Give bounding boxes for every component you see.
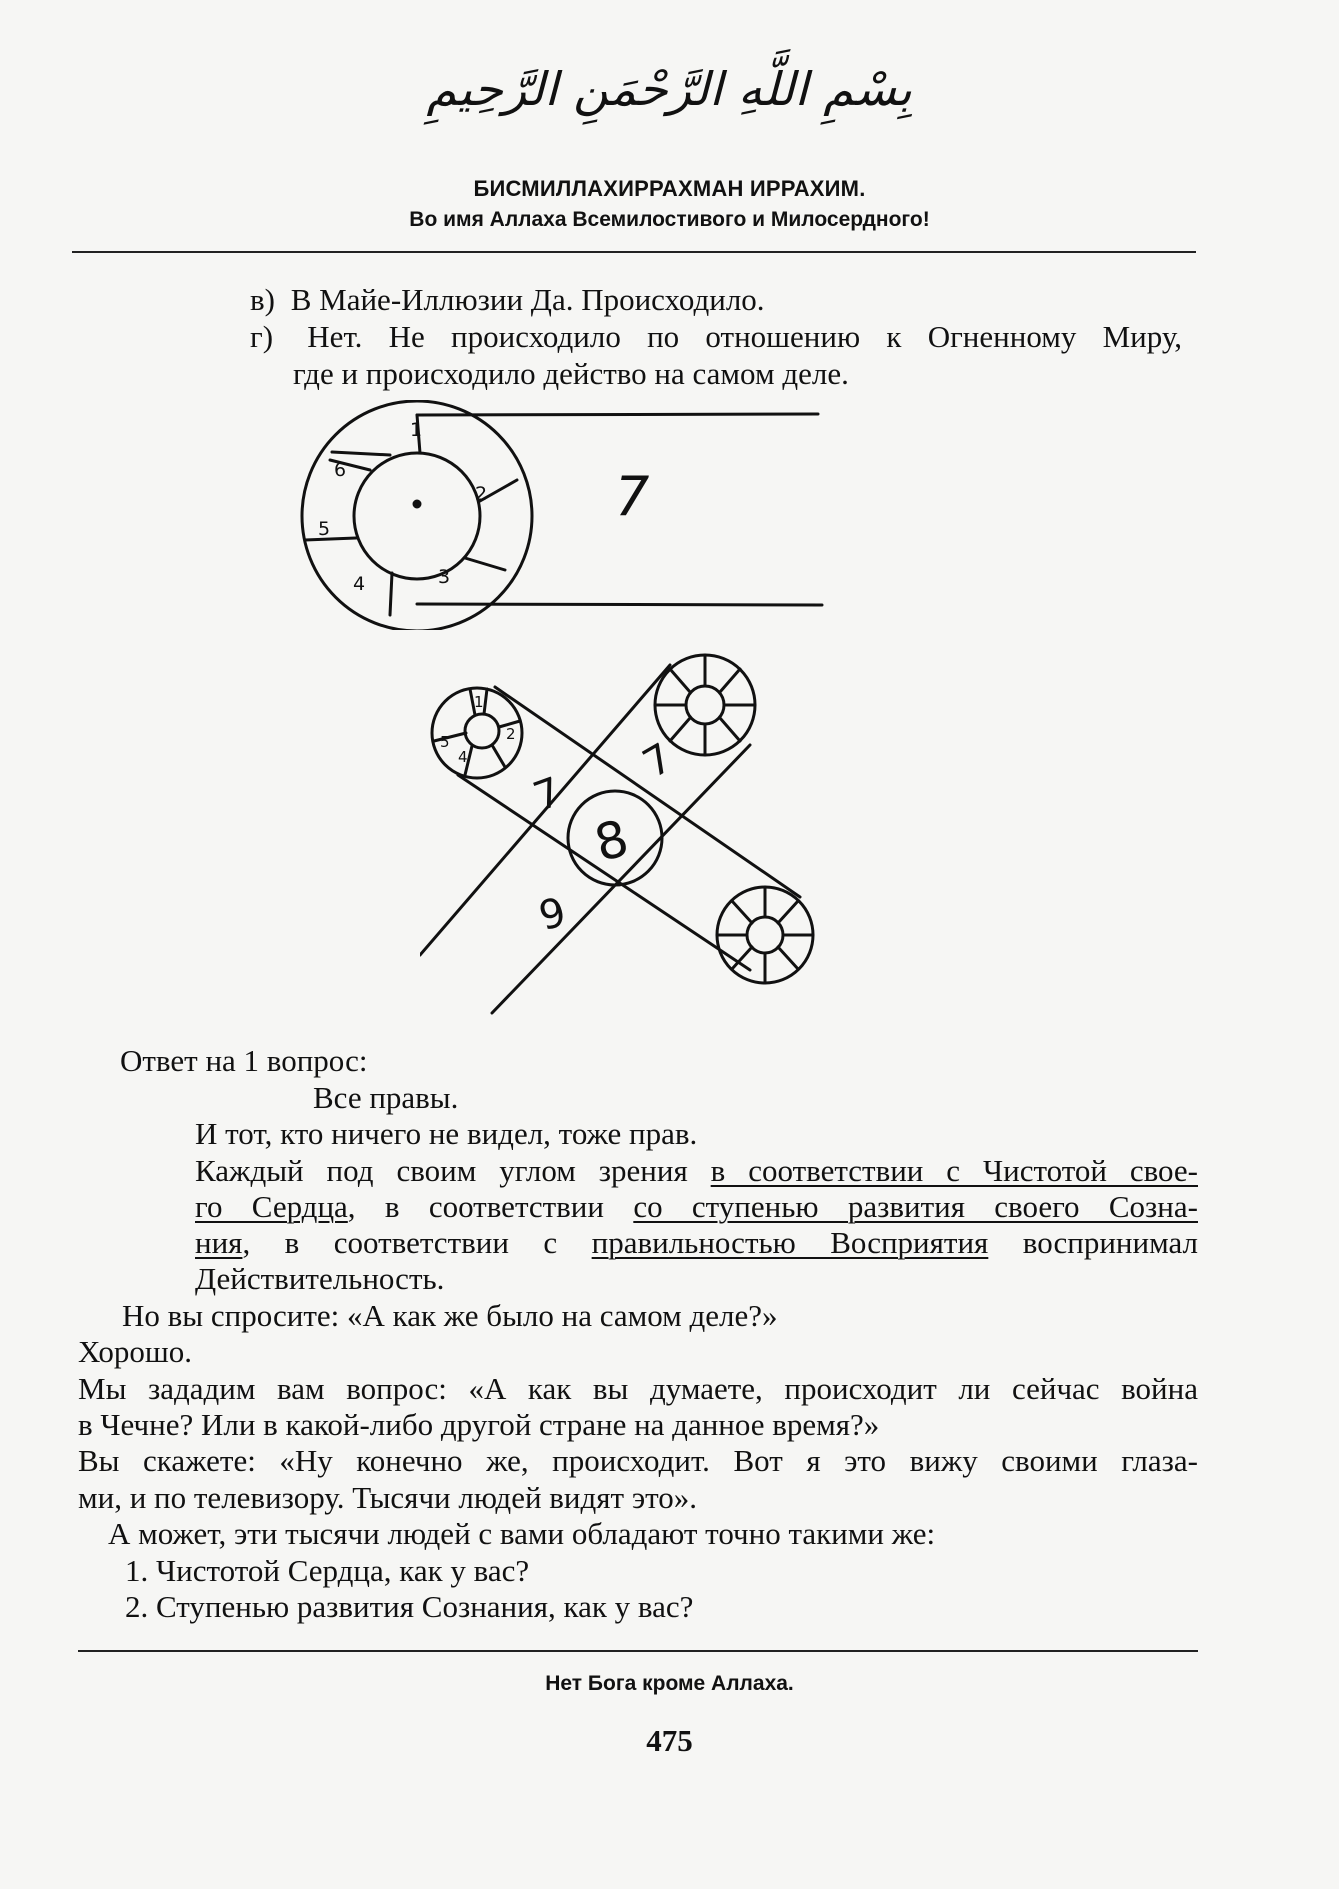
left-wheel-label-2: 2 (506, 725, 516, 743)
segment-label-5: 5 (318, 518, 331, 540)
maybe-line: А может, эти тысячи людей с вами обладают точно такими же: (108, 1516, 936, 1551)
calligraphy-text: بِسْمِ اللَّهِ الرَّحْمَنِ الرَّحِيمِ (426, 62, 913, 116)
footer-text: Нет Бога кроме Аллаха. (545, 1672, 794, 1695)
text-span: Каждый под своим углом зрения (195, 1153, 711, 1188)
answer-title: Ответ на 1 вопрос: (120, 1043, 368, 1078)
question-line-2: в Чечне? Или в какой-либо другой стране на данное время?» (78, 1407, 880, 1442)
list-item-g (250, 318, 1182, 355)
paragraph-line-3 (195, 1224, 1198, 1261)
label-7-left: 7 (527, 768, 568, 821)
page-number: 475 (646, 1723, 693, 1758)
segment-label-4: 4 (353, 573, 366, 595)
inner-circle (354, 453, 480, 579)
list-text: Нет. Не происходило по отношению к Огненному Миру, (307, 319, 1182, 354)
header-title: БИСМИЛЛАХИРРАХМАН ИРРАХИМ. (473, 176, 866, 201)
and-who-line: И тот, кто ничего не видел, тоже прав. (195, 1116, 698, 1151)
label-7-right: 7 (635, 734, 681, 788)
label-8: 8 (588, 808, 635, 874)
list-text: где и происходило действо на самом деле. (293, 356, 849, 391)
top-right-wheel (655, 655, 755, 755)
say-line-2: ми, и по телевизору. Тысячи людей видят это». (78, 1480, 698, 1515)
list-item-v (250, 281, 765, 318)
diagram-wheel-band (290, 400, 840, 630)
list-item-g-cont (293, 355, 849, 392)
paragraph-line-4: Действительность. (195, 1261, 445, 1296)
left-wheel-label-5: 5 (440, 733, 450, 751)
text-span: воспринимал (988, 1225, 1199, 1260)
underlined-phrase: в соответствии с Чистотой свое- (710, 1153, 1198, 1188)
good-line: Хорошо. (78, 1334, 193, 1369)
header-rule (72, 251, 1196, 253)
left-wheel-label-4: 4 (458, 748, 468, 766)
segment-label-2: 2 (475, 483, 488, 505)
ring-dividers (305, 415, 517, 615)
numbered-item-1: 1. Чистотой Сердца, как у вас? (125, 1553, 530, 1588)
underlined-phrase: правильностью Восприятия (591, 1225, 989, 1260)
band-top-line (417, 414, 818, 415)
underlined-phrase: со ступенью развития своего Созна- (633, 1189, 1198, 1224)
text-span: , в соответствии (347, 1189, 634, 1224)
list-text: В Майе-Иллюзии Да. Происходило. (290, 282, 765, 317)
segment-label-3: 3 (438, 566, 451, 588)
segment-label-6: 6 (334, 459, 347, 481)
list-marker: г) (250, 319, 274, 354)
numbered-item-2: 2. Ступенью развития Сознания, как у вас? (125, 1589, 694, 1624)
list-marker: в) (250, 282, 275, 317)
paragraph-line-2 (195, 1188, 1198, 1225)
ask-line: Но вы спросите: «А как же было на самом деле?» (122, 1298, 778, 1333)
segment-label-1: 1 (410, 419, 423, 441)
header-subtitle: Во имя Аллаха Всемилостивого и Милосердного! (409, 208, 930, 231)
question-line-1: Мы зададим вам вопрос: «А как вы думаете, происходит ли сейчас война (78, 1371, 1198, 1406)
paragraph-line-1 (195, 1152, 1198, 1189)
band-label-7: 7 (615, 465, 650, 528)
bismillah-calligraphy (0, 62, 1339, 116)
diagram-crossed-belts (420, 645, 840, 1025)
label-9: 9 (534, 889, 571, 941)
band-bottom-line (417, 604, 822, 605)
say-line-1: Вы скажете: «Ну конечно же, происходит. Вот я это вижу своими глаза- (78, 1443, 1198, 1478)
center-dot (414, 501, 420, 507)
text-span: , в соответствии с (242, 1225, 592, 1260)
underlined-phrase: го Сердца (195, 1189, 348, 1224)
underlined-phrase: ния (195, 1225, 243, 1260)
left-wheel-label-1: 1 (474, 693, 484, 711)
bottom-right-wheel (717, 887, 813, 983)
footer-rule (78, 1650, 1198, 1652)
all-right-line: Все правы. (313, 1080, 459, 1115)
